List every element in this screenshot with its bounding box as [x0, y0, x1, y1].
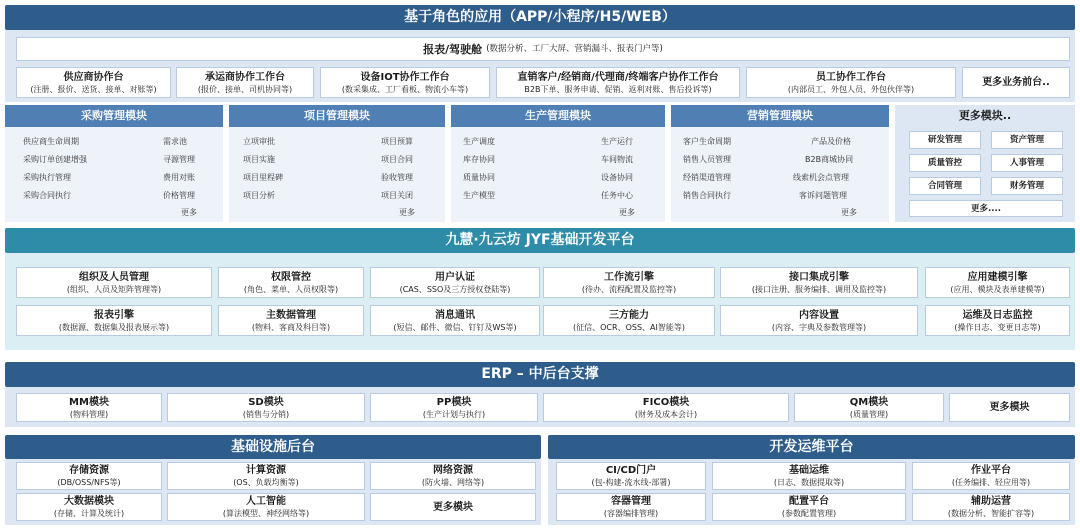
module-item[interactable]: B2B商城协同: [805, 155, 854, 164]
more-module-item[interactable]: 资产管理: [991, 131, 1063, 149]
infra-card[interactable]: 网络资源 (防火墙、网络等): [370, 462, 536, 490]
erp-title: ERP – 中后台支撑: [481, 366, 599, 382]
module-item[interactable]: 销售人员管理: [683, 155, 731, 164]
module-item[interactable]: 生产调度: [463, 137, 495, 146]
module-item[interactable]: 销售合同执行: [683, 191, 731, 200]
erp-card[interactable]: FICO模块 (财务及成本会计): [543, 393, 789, 422]
platform-card[interactable]: 内容设置 (内容、字典及参数管理等): [720, 305, 918, 336]
module-project[interactable]: [229, 105, 445, 222]
apps-title: 基于角色的应用（APP/小程序/H5/WEB）: [404, 9, 676, 25]
module-item[interactable]: 寻源管理: [163, 155, 195, 164]
module-item[interactable]: 线索机会点管理: [793, 173, 849, 182]
infra-title: 基础设施后台: [231, 439, 315, 455]
platform-card[interactable]: 消息通讯 (短信、邮件、微信、钉钉及WS等): [370, 305, 540, 336]
module-item[interactable]: 采购执行管理: [23, 173, 71, 182]
module-item[interactable]: 项目里程碑: [243, 173, 283, 182]
workbench-card[interactable]: [496, 67, 740, 98]
devops-card[interactable]: 基础运维 (日志、数据提取等): [712, 462, 906, 490]
module-item[interactable]: 验收管理: [381, 173, 413, 182]
devops-card[interactable]: 容器管理 (容器编排管理): [556, 493, 706, 521]
infra-card[interactable]: 存储资源 (DB/OSS/NFS等): [16, 462, 162, 490]
infra-card[interactable]: 人工智能 (算法模型、神经网络等): [167, 493, 365, 521]
erp-header: [5, 362, 1075, 387]
devops-card[interactable]: 辅助运营 (数据分析、智能扩容等): [912, 493, 1070, 521]
workbench-sub: (内部员工、外包人员、外包伙伴等): [787, 84, 915, 94]
workbench-title: 员工协作工作台: [816, 71, 886, 83]
module-more[interactable]: 更多: [181, 208, 197, 217]
module-item[interactable]: 客户生命周期: [683, 137, 731, 146]
platform-card[interactable]: 主数据管理 (物料、客商及科目等): [218, 305, 364, 336]
workbench-title: 供应商协作台: [63, 71, 124, 83]
erp-card[interactable]: QM模块 (质量管理): [794, 393, 944, 422]
workbench-card[interactable]: [16, 67, 171, 98]
workbench-title: 直销客户/经销商/代理商/终端客户协作工作台: [517, 71, 719, 83]
module-more-modules[interactable]: [895, 105, 1075, 222]
module-title: 更多模块..: [895, 105, 1075, 127]
module-item[interactable]: 项目关闭: [381, 191, 413, 200]
more-module-item[interactable]: 更多....: [909, 200, 1063, 217]
module-title: 生产管理模块: [451, 105, 665, 127]
module-title: 营销管理模块: [671, 105, 889, 127]
devops-card[interactable]: 配置平台 (参数配置管理): [712, 493, 906, 521]
more-module-item[interactable]: 合同管理: [909, 177, 981, 195]
more-module-item[interactable]: 财务管理: [991, 177, 1063, 195]
platform-card[interactable]: 权限管控 (角色、菜单、人员权限等): [218, 267, 364, 298]
workbench-title: 承运商协作工作台: [205, 71, 285, 83]
platform-card[interactable]: 组织及人员管理 (组织、人员及矩阵管理等): [16, 267, 212, 298]
module-item[interactable]: 采购合同执行: [23, 191, 71, 200]
workbench-sub: (报价、接单、司机协同等): [197, 84, 293, 94]
module-item[interactable]: 项目合同: [381, 155, 413, 164]
module-production[interactable]: [451, 105, 665, 222]
module-item[interactable]: 设备协同: [601, 173, 633, 182]
more-frontend-card[interactable]: [962, 67, 1070, 98]
module-item[interactable]: 质量协同: [463, 173, 495, 182]
platform-header: [5, 228, 1075, 253]
module-title: 项目管理模块: [229, 105, 445, 127]
workbench-card[interactable]: [320, 67, 490, 98]
module-marketing[interactable]: [671, 105, 889, 222]
platform-card[interactable]: 三方能力 (征信、OCR、OSS、AI智能等): [543, 305, 715, 336]
module-item[interactable]: 项目实施: [243, 155, 275, 164]
workbench-sub: B2B下单、服务申请、促销、返利对账、售后投诉等): [524, 84, 712, 94]
module-item[interactable]: 客诉问题管理: [799, 191, 847, 200]
report-card[interactable]: [16, 37, 1070, 61]
workbench-card[interactable]: [176, 67, 314, 98]
module-item[interactable]: 车间物流: [601, 155, 633, 164]
infra-card[interactable]: 大数据模块 (存储、计算及统计): [16, 493, 162, 521]
module-more[interactable]: 更多: [841, 208, 857, 217]
module-item[interactable]: 产品及价格: [811, 137, 851, 146]
more-module-item[interactable]: 质量管控: [909, 154, 981, 172]
module-procurement[interactable]: [5, 105, 223, 222]
devops-header: [548, 435, 1075, 459]
more-module-item[interactable]: 人事管理: [991, 154, 1063, 172]
workbench-title: 设备IOT协作工作台: [360, 71, 450, 83]
more-module-item[interactable]: 研发管理: [909, 131, 981, 149]
module-item[interactable]: 采购订单创建增强: [23, 155, 87, 164]
workbench-card[interactable]: [746, 67, 956, 98]
erp-card[interactable]: MM模块 (物料管理): [16, 393, 162, 422]
workbench-sub: (注册、报价、送货、接单、对账等): [30, 84, 157, 94]
platform-card[interactable]: 工作流引擎 (待办、流程配置及监控等): [543, 267, 715, 298]
more-frontend-title: 更多业务前台..: [982, 77, 1050, 88]
platform-card[interactable]: 接口集成引擎 (接口注册、服务编排、调用及监控等): [720, 267, 918, 298]
infra-card[interactable]: 更多模块: [370, 493, 536, 521]
module-item[interactable]: 需求池: [163, 137, 187, 146]
workbench-sub: (数采集成、工厂看板、物流小车等): [341, 84, 469, 94]
platform-card[interactable]: 用户认证 (CAS、SSO及三方授权登陆等): [370, 267, 540, 298]
module-item[interactable]: 任务中心: [601, 191, 633, 200]
module-item[interactable]: 费用对账: [163, 173, 195, 182]
apps-header: [5, 5, 1075, 30]
module-item[interactable]: 生产模型: [463, 191, 495, 200]
module-item[interactable]: 项目预算: [381, 137, 413, 146]
report-title: 报表/驾驶舱: [423, 42, 483, 56]
module-more[interactable]: 更多: [399, 208, 415, 217]
platform-card[interactable]: 报表引擎 (数据源、数据集及报表展示等): [16, 305, 212, 336]
module-more[interactable]: 更多: [619, 208, 635, 217]
erp-card[interactable]: PP模块 (生产计划与执行): [370, 393, 538, 422]
erp-card[interactable]: SD模块 (销售与分销): [167, 393, 365, 422]
module-item[interactable]: 经销渠道管理: [683, 173, 731, 182]
module-item[interactable]: 库存协同: [463, 155, 495, 164]
platform-card[interactable]: 应用建模引擎 (应用、模块及表单建模等): [925, 267, 1070, 298]
erp-card[interactable]: 更多模块: [949, 393, 1070, 422]
module-item[interactable]: 立项审批: [243, 137, 275, 146]
platform-card[interactable]: 运维及日志监控 (操作日志、变更日志等): [925, 305, 1070, 336]
devops-card[interactable]: 作业平台 (任务编排、轻应用等): [912, 462, 1070, 490]
module-title: 采购管理模块: [5, 105, 223, 127]
infra-card[interactable]: 计算资源 (OS、负载均衡等): [167, 462, 365, 490]
report-sub: (数据分析、工厂大屏、营销漏斗、报表门户等): [486, 43, 663, 54]
devops-title: 开发运维平台: [769, 439, 854, 455]
devops-card[interactable]: CI/CD门户 (包-构建-流水线-部署): [556, 462, 706, 490]
infra-header: [5, 435, 541, 459]
module-item[interactable]: 项目分析: [243, 191, 275, 200]
platform-title: 九慧·九云坊 JYF基础开发平台: [445, 232, 635, 248]
module-item[interactable]: 价格管理: [163, 191, 195, 200]
module-item[interactable]: 生产运行: [601, 137, 633, 146]
module-item[interactable]: 供应商生命周期: [23, 137, 79, 146]
